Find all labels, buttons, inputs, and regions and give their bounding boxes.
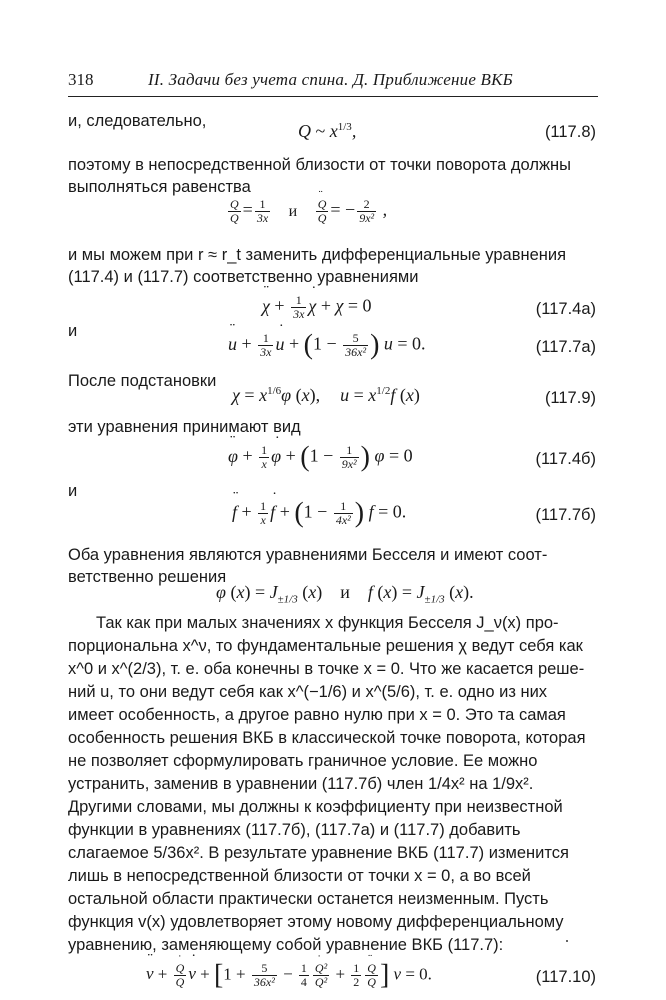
- paragraph-line-14: функция v(x) удовлетворяет этому новому дифференциальному: [68, 913, 564, 931]
- running-header: [68, 70, 598, 96]
- paragraph-line-4: ний u, то они ведут себя как x^(−1/6) и x^(5/6), т. е. одно из них: [68, 683, 548, 701]
- formula-117-7b: ¨ f + $\frac{1}{x}$ ˙ f + (1 − $\frac{1}{\text{4x²}}$ ) f = 0.: [232, 500, 406, 527]
- equation-number-117-7b: (117.7б): [535, 506, 596, 524]
- paragraph-line-12: лишь в непосредственной близости от точки x = 0, а во всей: [68, 867, 531, 885]
- text-line-4: и мы можем при r ≈ r_t заменить дифференциальные уравнения: [68, 246, 567, 264]
- equation-number-117-7a: (117.7а): [535, 338, 596, 356]
- text-line-5: (117.4) и (117.7) соответственно уравнениями: [68, 268, 419, 286]
- text-line-6: После подстановки: [68, 372, 217, 390]
- text-line-9: ветственно решения: [68, 568, 227, 586]
- paragraph-line-11: слагаемое 5/36x². В результате уравнение ВКБ (117.7) изменится: [68, 844, 569, 862]
- text-line-7: эти уравнения принимают вид: [68, 418, 301, 436]
- text-line-8: Оба уравнения являются уравнениями Бесселя и имеют соот-: [68, 546, 548, 564]
- equation-number-117-10: (117.10): [535, 968, 596, 986]
- formula-117-9: $\chi = x^{1/6}\varphi$ (x), $u = x^{1/2}f$ (x): [232, 385, 420, 405]
- running-title: II. Задачи без учета спина. Д. Приближение ВКБ: [148, 70, 513, 89]
- formula-bessel-solutions: φ $(x) = J_{\pm 1/3}$ (x) и f $(x) = J_{\pm 1/3}$ (x).: [216, 582, 474, 606]
- paragraph-line-3: x^0 и x^(2/3), т. е. оба конечны в точке x = 0. Что же касается реше-: [68, 660, 585, 678]
- equation-number-117-8: (117.8): [544, 123, 596, 141]
- paragraph-line-7: не позволяет сформулировать граничное условие. Ее можно: [68, 752, 538, 770]
- formula-117-4a: ¨ χ + $\frac{1}{3x}$ ˙ χ + χ = 0: [262, 294, 372, 321]
- paragraph-line-8: устранить, заменив в уравнении (117.7б) член 1/4x² на 1/9x².: [68, 775, 534, 793]
- text-and-2: и: [68, 482, 78, 500]
- text-line-3: выполняться равенства: [68, 178, 251, 196]
- paragraph-line-6: особенность решения ВКБ в классической точке поворота, которая: [68, 729, 586, 747]
- paragraph-line-15: уравнению, заменяющему собой уравнение ВКБ (117.7):: [68, 936, 504, 954]
- equation-number-117-9: (117.9): [544, 389, 596, 407]
- paragraph-line-2: порциональна x^ν, то фундаментальные решения χ ведут себя как: [68, 637, 583, 655]
- equation-number-117-4a: (117.4а): [535, 300, 596, 318]
- formula-ratios: ˙ $\frac{Q}{Q}$ = $\frac{1}{3x}$ и ¨ $\frac{Q}{Q}$ = − $\frac{2}{\text{9x²}}$ ,: [226, 198, 387, 225]
- paragraph-line-10: функции в уравнениях (117.7б), (117.7а) и (117.7) добавить: [68, 821, 521, 839]
- equation-number-117-4b: (117.4б): [535, 450, 596, 468]
- print-speck: [566, 940, 568, 942]
- formula-117-4b: ¨ φ + $\frac{1}{x}$ ˙ φ + (1 − $\frac{1}{\text{9x²}}$ ) φ = 0: [228, 444, 413, 471]
- paragraph-line-5: имеет особенность, а другое равно нулю при x = 0. Это та самая: [68, 706, 566, 724]
- header-rule: [68, 96, 598, 97]
- formula-117-7a: ¨ u + $\frac{1}{3x}$ ˙ u + (1 − $\frac{5}{\text{36x²}}$ ) u = 0.: [228, 332, 426, 359]
- text-and-1: и: [68, 322, 78, 340]
- text-line-2: поэтому в непосредственной близости от точки поворота должны: [68, 156, 572, 174]
- page-number: 318: [68, 70, 94, 89]
- paragraph-line-13: остальной области практически останется неизменным. Пусть: [68, 890, 549, 908]
- paragraph-line-1: Так как при малых значениях x функция Бесселя J_ν(x) про-: [96, 614, 559, 632]
- paragraph-line-9: Другими словами, мы должны к коэффициенту при неизвестной: [68, 798, 563, 816]
- text-line-1: и, следовательно,: [68, 112, 207, 130]
- formula-117-8: Q ~ $x^{1/3}$,: [298, 121, 357, 141]
- formula-117-10: ¨ v + ˙ $\frac{Q}{Q}$ ˙ v + [1 + $\frac{5}{\text{36x²}}$ − $\frac{1}{4}$ ˙ $\frac{\text{Q²}}{\text{Q²}}$ + $\frac{1}{2}$ ¨ $\frac{Q}{Q}$ ] v = 0.: [146, 962, 432, 989]
